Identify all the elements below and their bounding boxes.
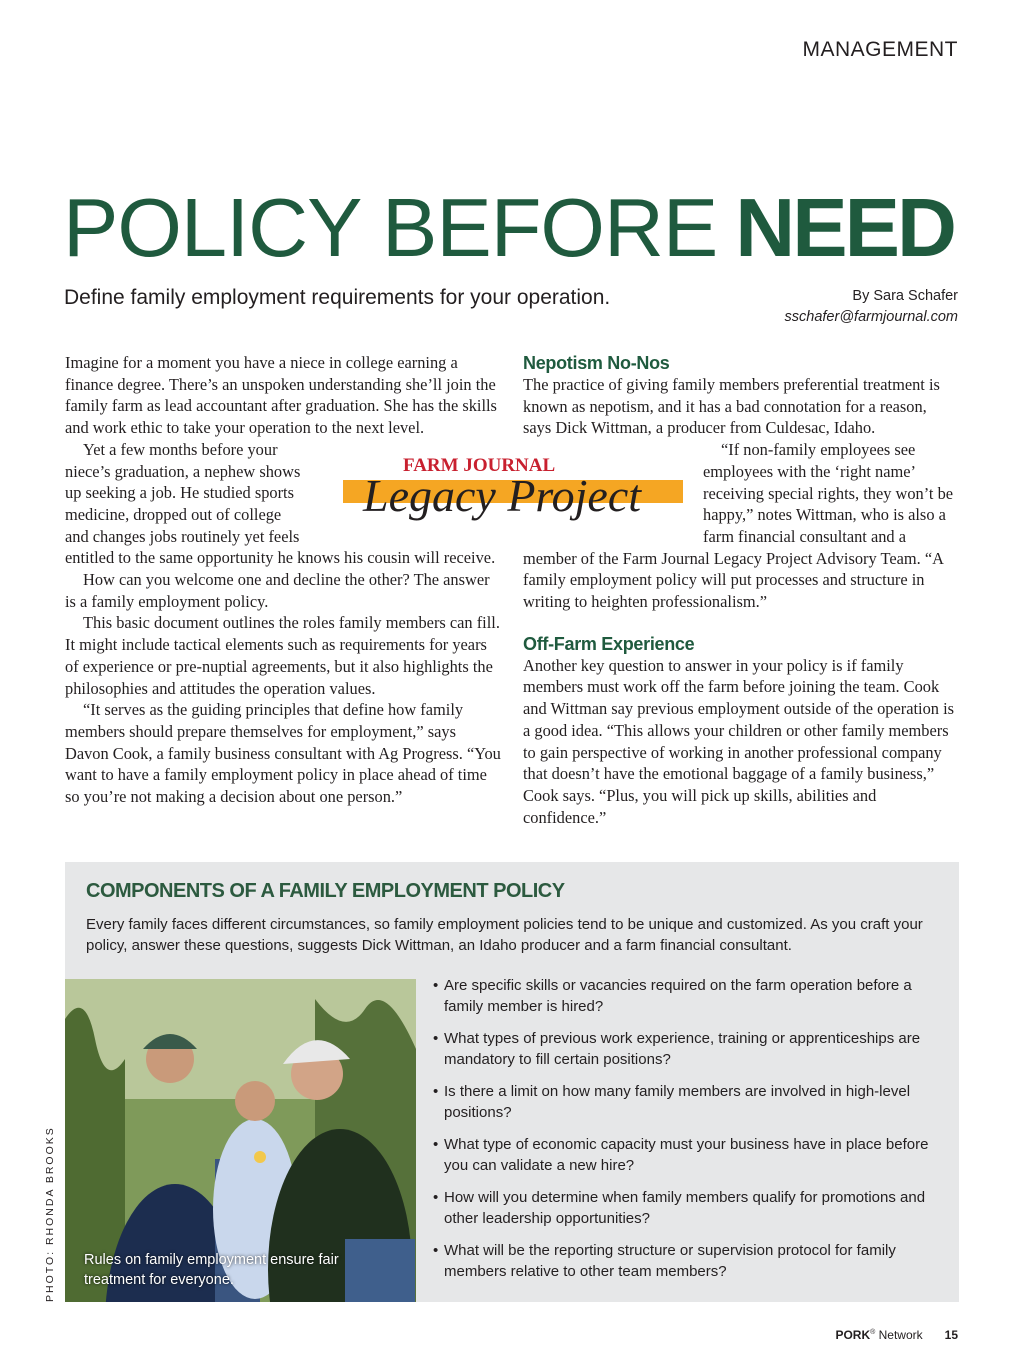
photo-credit: PHOTO: RHONDA BROOKS: [44, 1126, 56, 1302]
left-paragraph-3: How can you welcome one and decline the other? The answer is a family employment policy.: [65, 570, 490, 611]
bullet: •: [433, 1083, 439, 1100]
sidebar-box: [65, 862, 959, 1302]
questions-list: [433, 975, 943, 1293]
article-left-column: [65, 352, 502, 808]
question-text: Is there a limit on how many family members are involved in high-level positions?: [444, 1083, 911, 1121]
headline: [63, 178, 963, 278]
left-paragraph-5: “It serves as the guiding principles that define how family members should prepare themselves for employment,” says Davon Cook, a family business consultant with Ag Progress. “You want to have a family employment policy in place ahead of time so you’re not making a decision about one person.”: [65, 700, 501, 807]
logo-script-text: Legacy Project: [363, 470, 642, 521]
footer-registered-mark: ®: [870, 1329, 876, 1336]
bullet: •: [433, 1242, 439, 1259]
bullet: •: [433, 1136, 439, 1153]
article-right-column: [523, 352, 959, 828]
legacy-project-logo: [343, 451, 688, 547]
farmers-photo: [65, 979, 416, 1302]
left-paragraph-1: Imagine for a moment you have a niece in college earning a finance degree. There’s an unspoken understanding she’ll join the family farm as lead accountant after graduation. She has the skills and work ethic to take your operation to the next level.: [65, 353, 497, 438]
left-paragraph-2: Yet a few months before your niece’s graduation, a nephew shows up seeking a job. He studied sports medicine, dropped out of college and changes jobs routinely yet feels entitled to the same opportunity he knows his cousin will receive.: [65, 439, 496, 568]
subhead-nepotism: Nepotism No-Nos: [523, 353, 670, 373]
deck-subtitle: Define family employment requirements for your operation.: [64, 286, 611, 309]
left-paragraph-4: This basic document outlines the roles family members can fill. It might include tactical elements such as requirements for years of experience or pre-nuptial agreements, but it also highlights the philosophies and attitudes the operation values.: [65, 613, 500, 698]
question-text: How will you determine when family members qualify for promotions and other leadership opportunities?: [444, 1189, 926, 1227]
legacy-project-logo-graphic: [343, 451, 688, 547]
question-text: What type of economic capacity must your business have in place before you can validate a new hire?: [444, 1136, 929, 1174]
footer-network: Network: [875, 1328, 923, 1342]
byline-author: By Sara Schafer: [852, 288, 958, 304]
byline-email[interactable]: sschafer@farmjournal.com: [784, 309, 958, 325]
list-item: [433, 1081, 943, 1123]
list-item: [433, 1187, 943, 1229]
headline-light: POLICY BEFORE: [63, 181, 718, 274]
footer-brand: PORK: [835, 1328, 871, 1342]
right-paragraph-1: The practice of giving family members preferential treatment is known as nepotism, and it has a bad connotation for a reason, says Dick Wittman, a producer from Culdesac, Idaho.: [523, 375, 940, 438]
question-text: What types of previous work experience, training or apprenticeships are mandatory to fill certain positions?: [444, 1030, 921, 1068]
list-item: [433, 1240, 943, 1282]
list-item: [433, 1134, 943, 1176]
sidebar-title: COMPONENTS OF A FAMILY EMPLOYMENT POLICY: [86, 880, 565, 902]
bullet: •: [433, 1030, 439, 1047]
subhead-off-farm: Off-Farm Experience: [523, 633, 695, 654]
photo-caption: Rules on family employment ensure fair treatment for everyone.: [84, 1252, 339, 1288]
question-text: What will be the reporting structure or supervision protocol for family members relative to other team members?: [444, 1242, 896, 1280]
right-paragraph-3: Another key question to answer in your policy is if family members must work off the farm before joining the team. Cook and Wittman say previous employment outside of the operation is a good idea. “This allows your children or other family members to gain perspective of working in another professional company that doesn’t have the emotional baggage of a family business,” Cook says. “Plus, you will pick up skills, abilities and confidence.”: [523, 655, 955, 827]
question-text: Are specific skills or vacancies required on the farm operation before a family member is hired?: [444, 977, 912, 1015]
page-footer: [835, 1328, 958, 1342]
headline-bold: NEED: [735, 181, 954, 274]
bullet: •: [433, 977, 439, 994]
byline: [785, 286, 958, 328]
bullet: •: [433, 1189, 439, 1206]
sidebar-intro: Every family faces different circumstances, so family employment policies tend to be unique and customized. As you craft your policy, answer these questions, suggests Dick Wittman, an Idaho producer and a farm financial consultant.: [86, 916, 923, 954]
list-item: [433, 975, 943, 1017]
page-number: 15: [944, 1328, 958, 1342]
right-paragraph-2: “If non-family employees see employees with the ‘right name’ receiving special rights, they won’t be happy,” notes Wittman, who is also a farm financial consultant and a member of the Farm Journal Legacy Project Advisory Team. “A family employment policy will put processes and structure in writing to heighten professionalism.”: [523, 440, 954, 612]
list-item: [433, 1028, 943, 1070]
logo-top-text: FARM JOURNAL: [403, 455, 556, 476]
section-label: MANAGEMENT: [802, 38, 958, 61]
